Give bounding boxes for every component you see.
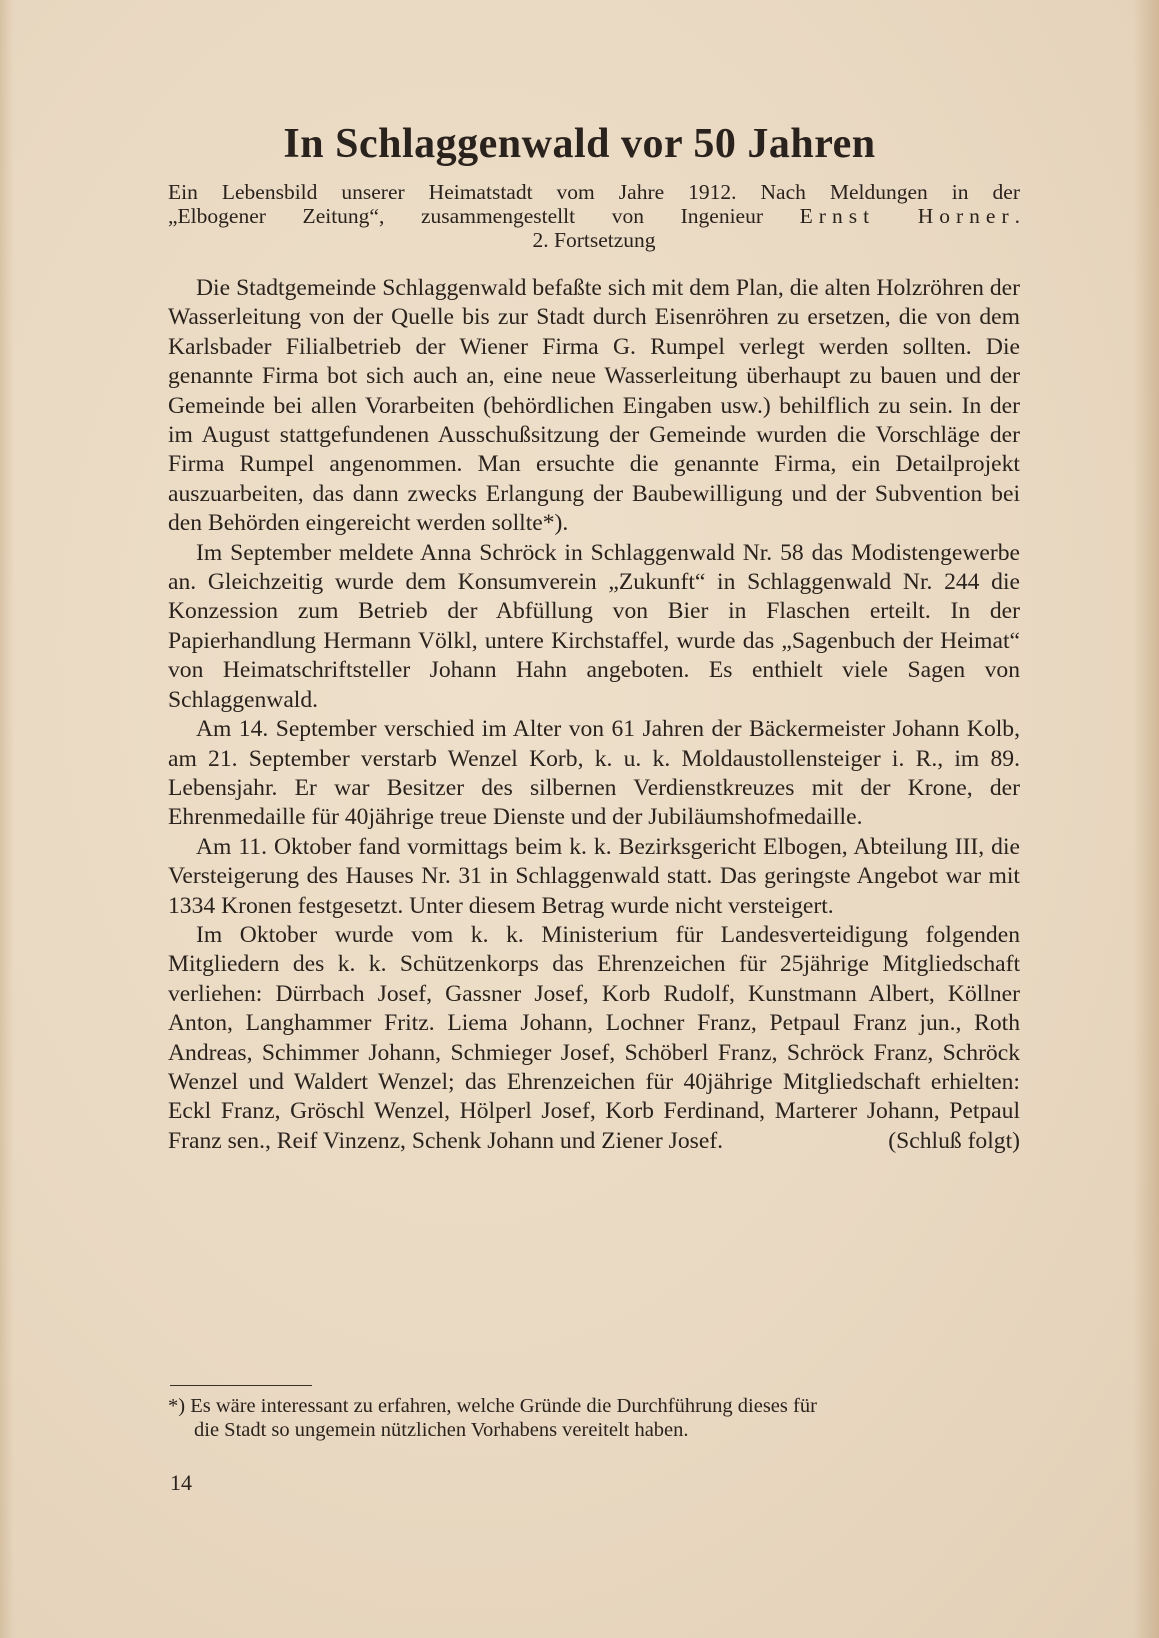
footnote-divider — [170, 1385, 312, 1386]
paragraph-5-text: Im Oktober wurde vom k. k. Ministerium für Landesverteidigung folgenden Mitgliedern des k. k. Schützenkorps das Ehrenzeichen für 25jährige Mitgliedschaft verliehen: Dürrbach Josef, Gassner Josef, Korb Rudolf, Kunstmann Albert, Köllner Anton, Langhammer Fritz. Liema Johann, Lochner Franz, Petpaul Franz jun., Roth Andreas, Schimmer Johann, Schmieger Josef, Schöberl Franz, Schröck Franz, Schröck Wenzel und Waldert Wenzel; das Ehrenzeichen für 40jährige Mitgliedschaft erhielten: Eckl Franz, Gröschl Wenzel, Hölperl Josef, Korb Ferdinand, Marterer Johann, Petpaul Franz sen., Reif Vinzenz, Schenk Johann und Ziener Josef. — [168, 921, 1020, 1154]
footnote-line-2: die Stadt so ungemein nützlichen Vorhabens vereitelt haben. — [194, 1419, 689, 1441]
paragraph-2: Im September meldete Anna Schröck in Schlaggenwald Nr. 58 das Modistengewerbe an. Gleichzeitig wurde dem Konsumverein „Zukunft“ in Schlaggenwald Nr. 244 die Konzession zum Betrieb der Abfüllung von Bier in Flaschen erteilt. In der Papierhandlung Hermann Völkl, untere Kirchstaffel, wurde das „Sagenbuch der Heimat“ von Heimatschriftsteller Johann Hahn angeboten. Es enthielt viele Sagen von Schlaggenwald. — [168, 539, 1020, 713]
paragraph-3: Am 14. September verschied im Alter von 61 Jahren der Bäckermeister Johann Kolb, am 21. September verstarb Wenzel Korb, k. u. k. Moldaustollensteiger i. R., im 89. Lebensjahr. Er war Besitzer des silbernen Verdienstkreuzes mit der Krone, der Ehrenmedaille für 40jährige treue Dienste und der Jubiläumshofmedaille. — [168, 716, 1020, 831]
footnote — [168, 1394, 1020, 1442]
subtitle-source: „Elbogener Zeitung“, zusammengestellt von Ingenieur — [168, 204, 800, 228]
article-title: In Schlaggenwald vor 50 Jahren — [283, 121, 876, 167]
page-number: 14 — [170, 1470, 192, 1495]
author-name: Ernst Horner — [799, 204, 1015, 228]
article-body — [168, 274, 1020, 1156]
paragraph-1: Die Stadtgemeinde Schlaggenwald befaßte sich mit dem Plan, die alten Holzröhren der Wasserleitung von der Quelle bis zur Stadt durch Eisenröhren zu ersetzen, die von dem Karlsbader Filialbetrieb der Wiener Firma G. Rumpel verlegt werden sollten. Die genannte Firma bot sich auch an, eine neue Wasserleitung überhaupt zu bauen und der Gemeinde bei allen Vorarbeiten (behördlichen Eingaben usw.) behilflich zu sein. In der im August stattgefundenen Ausschußsitzung der Gemeinde wurden die Vorschläge der Firma Rumpel angenommen. Man ersuchte die genannte Firma, ein Detailprojekt auszuarbeiten, das dann zwecks Erlangung der Baubewilligung und der Subvention bei den Behörden eingereicht werden sollte*). — [168, 275, 1020, 537]
subtitle-line-2 — [168, 204, 1020, 228]
footnote-line-1: *) Es wäre interessant zu erfahren, welche Gründe die Durchführung dieses für — [168, 1395, 817, 1417]
installment-label: 2. Fortsetzung — [532, 228, 656, 252]
paper-right-edge — [1133, 0, 1159, 1638]
continuation-note: (Schluß folgt) — [888, 1127, 1020, 1154]
paper-left-edge — [0, 0, 14, 1638]
subtitle-period: . — [1014, 204, 1020, 228]
paragraph-4: Am 11. Oktober fand vormittags beim k. k. Bezirksgericht Elbogen, Abteilung III, die Versteigerung des Hauses Nr. 31 in Schlaggenwald statt. Das geringste Angebot war mit 1334 Kronen festgesetzt. Unter diesem Betrag wurde nicht versteigert. — [168, 833, 1020, 919]
paragraph-5 — [168, 921, 1020, 1156]
subtitle-line-1: Ein Lebensbild unserer Heimatstadt vom Jahre 1912. Nach Meldungen in der — [168, 180, 1020, 204]
article-subtitle — [168, 180, 1020, 252]
